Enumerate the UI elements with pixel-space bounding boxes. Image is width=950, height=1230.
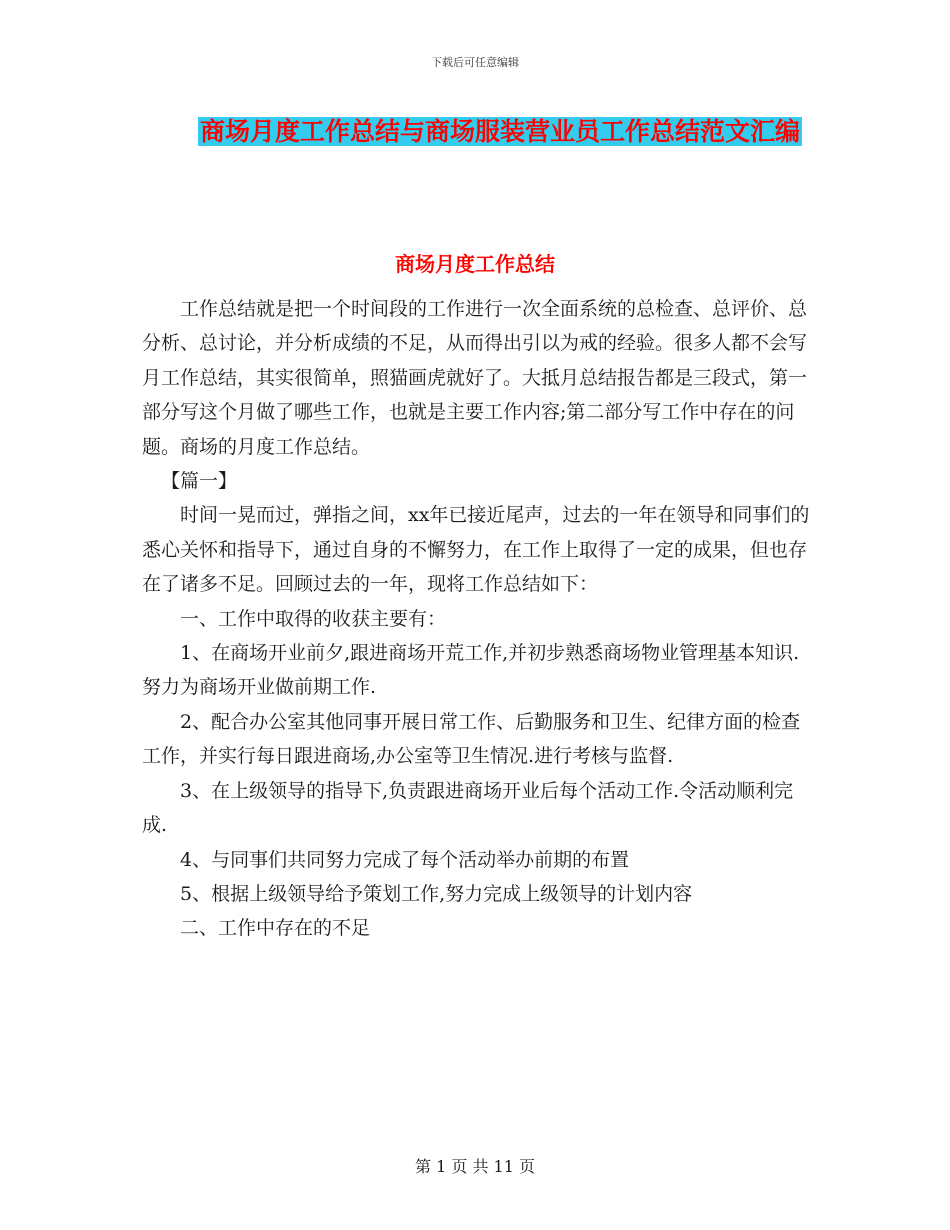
header-note: 下载后可任意编辑 bbox=[431, 56, 519, 69]
document-body bbox=[142, 292, 814, 946]
document-title-text: 商场月度工作总结与商场服装营业员工作总结范文汇编 bbox=[199, 117, 800, 146]
section-heading: 商场月度工作总结 bbox=[395, 252, 555, 276]
paragraph-shortcomings-heading: 二、工作中存在的不足 bbox=[180, 917, 371, 940]
paragraph-intro: 工作总结就是把一个时间段的工作进行一次全面系统的总检查、总评价、总分析、总讨论，并分析成绩的不足，从而得出引以为戒的经验。很多人都不会写月工作总结，其实很简单，照猫画虎就好了。大抵月总结报告都是三段式，第一部分写这个月做了哪些工作，也就是主要工作内容;第二部分写工作中存在的问题。商场的月度工作总结。 bbox=[142, 298, 808, 458]
paragraph-review: 时间一晃而过，弹指之间，xx年已接近尾声，过去的一年在领导和同事们的悉心关怀和指导下，通过自身的不懈努力，在工作上取得了一定的成果，但也存在了诸多不足。回顾过去的一年，现将工作总结如下： bbox=[142, 504, 810, 596]
paragraph-item-2: 2、配合办公室其他同事开展日常工作、后勤服务和卫生、纪律方面的检查工作，并实行每日跟进商场,办公室等卫生情况.进行考核与监督. bbox=[142, 710, 801, 768]
paragraph-item-3: 3、在上级领导的指导下,负责跟进商场开业后每个活动工作.令活动顺利完成. bbox=[142, 779, 794, 837]
page-footer: 第 1 页 共 11 页 bbox=[415, 1157, 535, 1176]
paragraph-part-label: 【篇一】 bbox=[161, 470, 238, 493]
paragraph-item-4: 4、与同事们共同努力完成了每个活动举办前期的布置 bbox=[180, 848, 630, 871]
paragraph-gains-heading: 一、工作中取得的收获主要有： bbox=[180, 607, 447, 630]
paragraph-item-1: 1、在商场开业前夕,跟进商场开荒工作,并初步熟悉商场物业管理基本知识.努力为商场开业做前期工作. bbox=[142, 642, 800, 699]
paragraph-item-5: 5、根据上级领导给予策划工作,努力完成上级领导的计划内容 bbox=[180, 882, 693, 905]
document-title bbox=[150, 112, 850, 152]
